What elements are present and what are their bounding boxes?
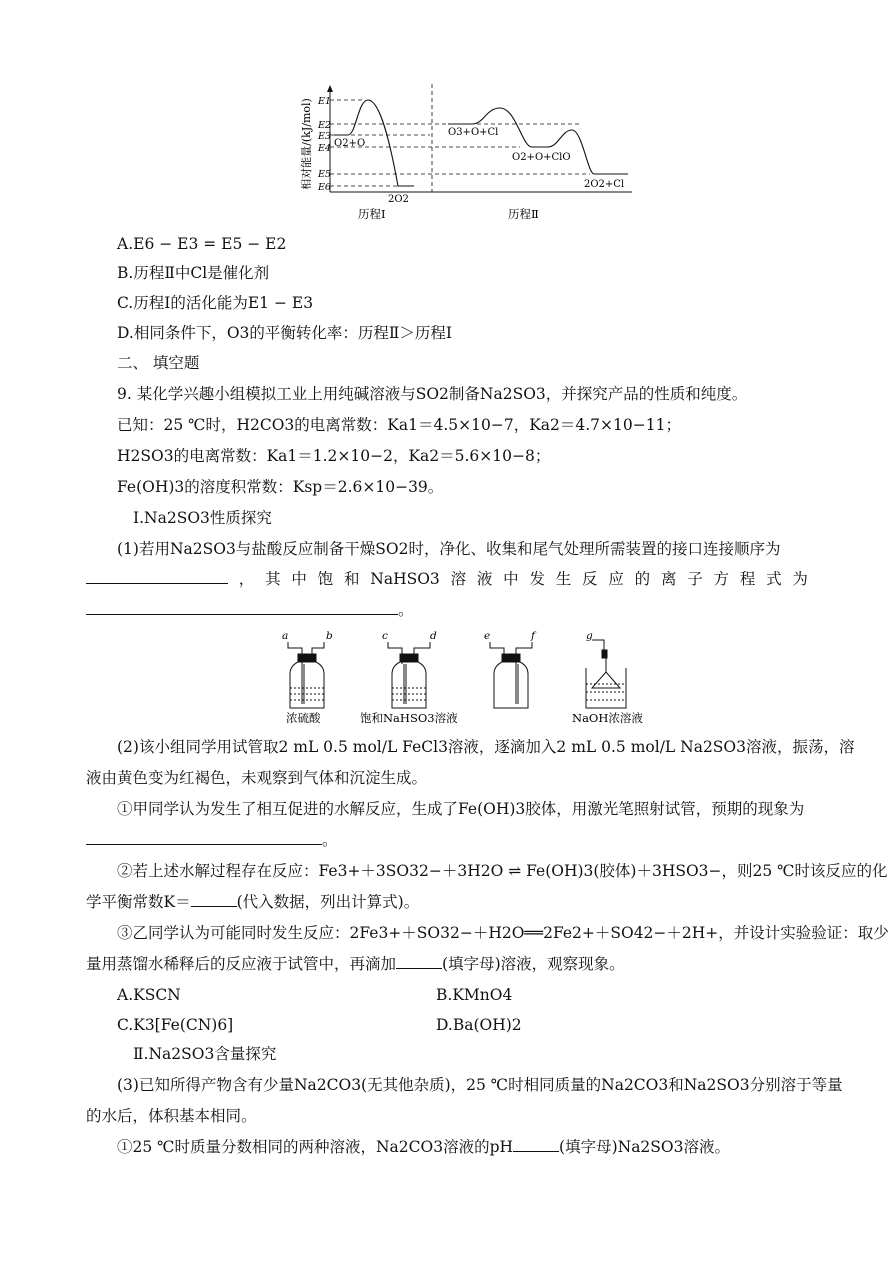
level-e6: E6 [318,182,331,193]
choice-text: Ba(OH)2 [452,1016,522,1034]
q9-3-1-line [117,1137,730,1157]
choice-d [436,1015,522,1035]
q8-option-b [117,263,269,283]
choice-text: KSCN [133,986,181,1004]
word: 和 [343,570,360,588]
level-e3: E3 [318,131,331,142]
word: 为 [792,570,808,588]
word: 其 [265,570,281,588]
q9-2-2-line-b [86,892,419,912]
q9-known-3: Fe(OH)3的溶度积常数：Ksp＝2.6×10−39。 [117,478,444,496]
option-letter: B. [117,264,134,282]
word: 液 [476,570,493,588]
q9-intro: 9. 某化学兴趣小组模拟工业上用纯碱溶液与SO2制备Na2SO3，并探究产品的性质和纯度。 [117,385,748,403]
word: 生 [555,570,572,588]
q8-option-d [117,323,452,343]
process-ii-label: 历程Ⅱ [508,207,539,221]
choice-letter: C. [117,1016,134,1034]
text: 学平衡常数K＝ [86,893,191,911]
section-heading: 二、 填空题 [117,354,200,372]
q9-3-line-a: (3)已知所得产物含有少量Na2CO3(无其他杂质)，25 ℃时相同质量的Na2CO3和Na2SO3分别溶于等量 [117,1076,843,1094]
q9-2-3-line-a: ③乙同学认为可能同时发生反应：2Fe3+＋SO32−＋H2O══2Fe2+＋SO42−＋2H+，并设计实验验证：取少 [117,924,889,942]
species-end-ii: 2O2+Cl [584,179,625,190]
choice-letter: B. [436,986,453,1004]
label-sat-nahso3: 饱和NaHSO3溶液 [360,711,458,724]
q9-2-line-b: 液由黄色变为红褐色，未观察到气体和沉淀生成。 [86,769,428,787]
level-e4: E4 [318,143,331,154]
word: 发 [529,570,545,588]
port-g: g [586,630,593,642]
word: 程 [739,570,756,588]
energy-diagram [290,82,640,224]
word: 饱 [317,570,334,588]
choice-b [436,985,512,1005]
part-2-title: Ⅱ.Na2SO3含量探究 [133,1045,277,1063]
choice-a [117,985,181,1005]
label-conc-sulfuric-acid: 浓硫酸 [286,711,321,724]
port-b: b [326,630,333,642]
text: (代入数据，列出计算式)。 [236,893,420,911]
word: 应 [608,570,624,588]
text: ①25 ℃时质量分数相同的两种溶液，Na2CO3溶液的pH [117,1138,514,1156]
period: 。 [398,601,414,619]
q9-2-1-line-b [86,830,338,850]
choice-letter: A. [117,986,134,1004]
choice-letter: D. [436,1016,453,1034]
option-text: 历程Ⅱ中Cl是催化剂 [133,264,270,282]
text: (填字母)Na2SO3溶液。 [559,1138,730,1156]
q8-option-a [117,234,286,254]
q8-option-c [117,293,313,313]
label-naoh: NaOH浓溶液 [572,711,643,724]
gas-washing-bottle-2 [388,642,430,708]
answer-blank[interactable] [191,892,237,907]
word: 中 [503,570,519,588]
answer-blank[interactable] [513,1137,559,1152]
choice-c [117,1015,233,1035]
option-text: 历程Ⅰ的活化能为E1 − E3 [133,294,314,312]
option-text: 相同条件下，O3的平衡转化率：历程Ⅱ＞历程Ⅰ [133,324,453,342]
q9-1-line-b [86,569,808,589]
port-e: e [484,630,491,642]
q9-known-1: 已知：25 ℃时，H2CO3的电离常数：Ka1＝4.5×10−7，Ka2＝4.7×10−11； [117,416,681,434]
beaker-with-funnel [586,640,626,708]
word: 的 [634,570,651,588]
answer-blank[interactable] [396,954,442,969]
word: 溶 [450,570,467,588]
species-start-ii: O3+O+Cl [448,127,499,138]
choice-text: K3[Fe(CN)6] [133,1016,234,1034]
apparatus-figure [276,628,656,724]
species-end-i: 2O2 [388,194,409,205]
word: 式 [766,570,782,588]
port-f: f [531,630,535,642]
species-mid-ii: O2+O+ClO [512,152,571,163]
word: 子 [687,570,703,588]
y-axis-label: 相对能量/(kJ/mol) [300,98,313,190]
word: ， [238,570,255,588]
option-letter: A. [117,235,134,253]
q9-1-line-a: (1)若用Na2SO3与盐酸反应制备干燥SO2时，净化、收集和尾气处理所需装置的接口连接顺序为 [117,540,781,558]
level-e2: E2 [318,120,331,131]
choice-text: KMnO4 [452,986,513,1004]
level-e1: E1 [318,96,331,107]
word: NaHSO3 [370,570,440,588]
port-a: a [282,630,289,642]
q9-2-2-line-a: ②若上述水解过程存在反应：Fe3+＋3SO32−＋3H2O ⇌ Fe(OH)3(胶体)＋3HSO3−，则25 ℃时该反应的化 [117,862,888,880]
word: 方 [713,570,730,588]
level-e5: E5 [318,169,331,180]
process-i-label: 历程Ⅰ [358,207,386,221]
q9-2-line-a: (2)该小组同学用试管取2 mL 0.5 mol/L FeCl3溶液，逐滴加入2 mL 0.5 mol/L Na2SO3溶液，振荡，溶 [117,738,855,756]
option-letter: D. [117,324,134,342]
answer-blank[interactable] [86,830,322,845]
option-text: E6 − E3 = E5 − E2 [133,235,287,253]
gas-washing-bottle-1 [288,642,324,708]
q9-1-line-c [86,600,414,620]
q9-3-line-b: 的水后，体积基本相同。 [86,1107,257,1125]
word: 离 [660,570,677,588]
q9-known-2: H2SO3的电离常数：Ka1＝1.2×10−2，Ka2＝5.6×10−8； [117,447,551,465]
port-d: d [430,630,437,642]
option-letter: C. [117,294,134,312]
text: 量用蒸馏水稀释后的反应液于试管中，再滴加 [86,955,397,973]
port-c: c [382,630,388,642]
period: 。 [322,831,338,849]
q9-2-3-line-b [86,954,625,974]
answer-blank[interactable] [86,569,228,584]
collection-bottle [490,642,532,708]
answer-blank[interactable] [86,600,398,615]
q9-2-1-line-a: ①甲同学认为发生了相互促进的水解反应，生成了Fe(OH)3胶体，用激光笔照射试管，预期的现象为 [117,800,805,818]
word: 反 [582,570,598,588]
part-1-title: Ⅰ.Na2SO3性质探究 [133,509,272,527]
text: (填字母)溶液，观察现象。 [442,955,625,973]
word: 中 [291,570,307,588]
species-o2-o: O2+O [334,138,366,149]
